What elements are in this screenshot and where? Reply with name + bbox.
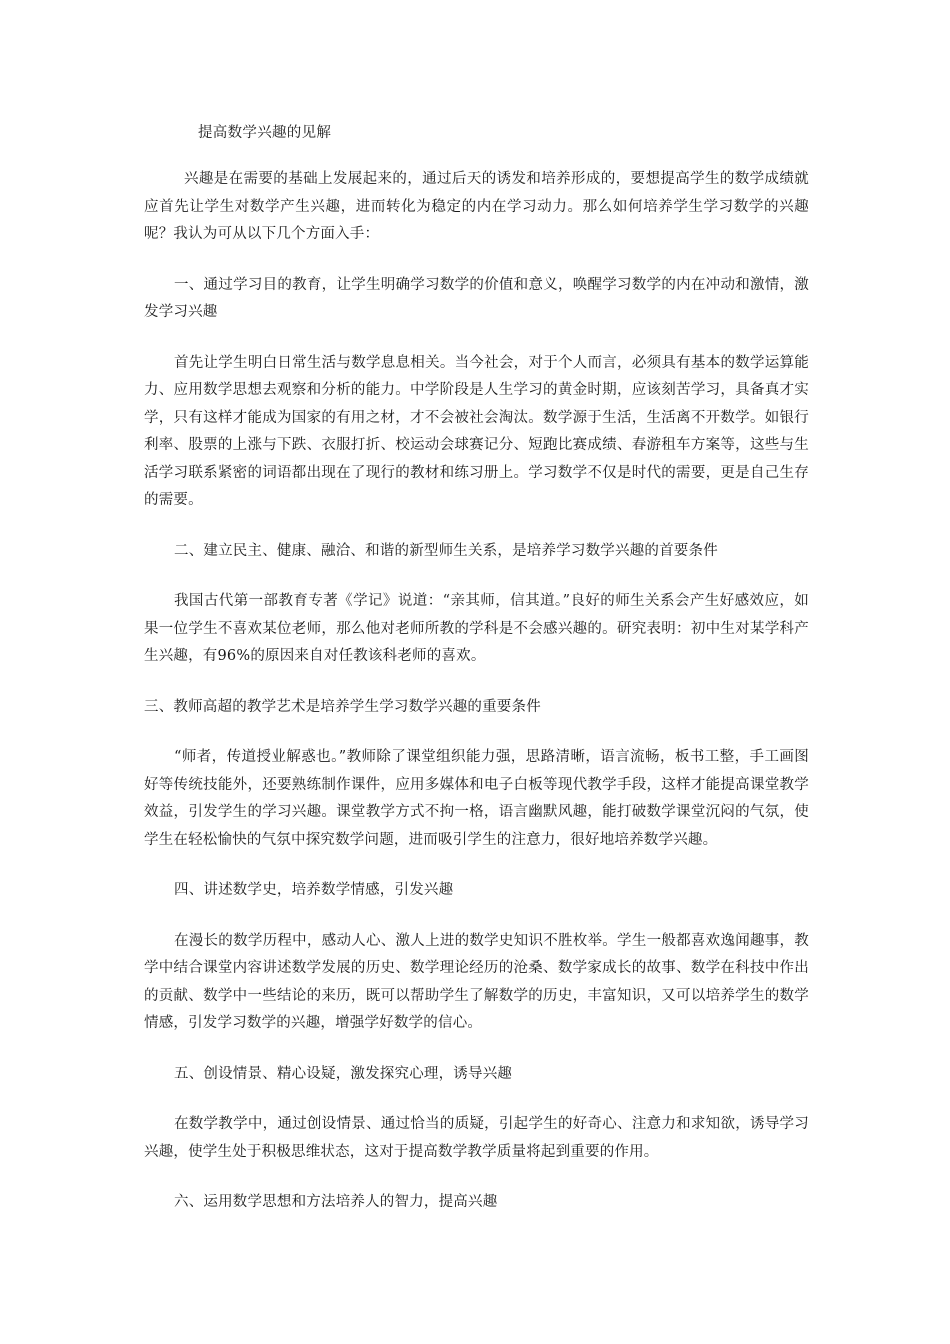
section-4-body: 在漫长的数学历程中，感动人心、激人上进的数学史知识不胜枚举。学生一般都喜欢逸闻趣事，教学中结合课堂内容讲述数学发展的历史、数学理论经历的沧桑、数学家成长的故事、数学在科技中作出的贡献、数学中一些结论的来历，既可以帮助学生了解数学的历史，丰富知识，又可以培养学生的数学情感，引发学习数学的兴趣，增强学好数学的信心。 [144,932,809,1031]
section-3-heading: 三、教师高超的教学艺术是培养学生学习数学兴趣的重要条件 [144,698,541,715]
section-2-heading: 二、建立民主、健康、融洽、和谐的新型师生关系，是培养学习数学兴趣的首要条件 [174,542,718,559]
section-3-body: “师者，传道授业解惑也。”教师除了课堂组织能力强，思路清晰，语言流畅，板书工整，手工画图好等传统技能外，还要熟练制作课件，应用多媒体和电子白板等现代教学手段，这样才能提高课堂教学效益，引发学生的学习兴趣。课堂教学方式不拘一格，语言幽默风趣，能打破数学课堂沉闷的气氛，使学生在轻松愉快的气氛中探究数学问题，进而吸引学生的注意力，很好地培养数学兴趣。 [144,749,809,848]
section-1-body: 首先让学生明白日常生活与数学息息相关。当今社会，对于个人而言，必须具有基本的数学运算能力、应用数学思想去观察和分析的能力。中学阶段是人生学习的黄金时期，应该刻苦学习，具备真才实学，只有这样才能成为国家的有用之材，才不会被社会淘汰。数学源于生活，生活离不开数学。如银行利率、股票的上涨与下跌、衣服打折、校运动会球赛记分、短跑比赛成绩、春游租车方案等，这些与生活学习联系紧密的词语都出现在了现行的教材和练习册上。学习数学不仅是时代的需要，更是自己生存的需要。 [144,354,809,508]
section-2-body: 我国古代第一部教育专著《学记》说道：“亲其师，信其道。”良好的师生关系会产生好感效应，如果一位学生不喜欢某位老师，那么他对老师所教的学科是不会感兴趣的。研究表明：初中生对某学科产生兴趣，有96%的原因来自对任教该科老师的喜欢。 [144,593,809,664]
document-page [144,120,809,1217]
section-5-heading: 五、创设情景、精心设疑，激发探究心理，诱导兴趣 [174,1065,513,1082]
section-1-heading: 一、通过学习目的教育，让学生明确学习数学的价值和意义，唤醒学习数学的内在冲动和激情，激发学习兴趣 [144,276,809,320]
section-4-heading: 四、讲述数学史，培养数学情感，引发兴趣 [174,882,454,898]
document-title: 提高数学兴趣的见解 [198,125,332,141]
intro-paragraph: 兴趣是在需要的基础上发展起来的，通过后天的诱发和培养形成的，要想提高学生的数学成绩就应首先让学生对数学产生兴趣，进而转化为稳定的内在学习动力。那么如何培养学生学习数学的兴趣呢？我认为可从以下几个方面入手： [144,171,809,242]
section-5-body: 在数学教学中，通过创设情景、通过恰当的质疑，引起学生的好奇心、注意力和求知欲，诱导学习兴趣，使学生处于积极思维状态，这对于提高数学教学质量将起到重要的作用。 [144,1116,809,1160]
section-6-heading: 六、运用数学思想和方法培养人的智力，提高兴趣 [174,1194,498,1210]
